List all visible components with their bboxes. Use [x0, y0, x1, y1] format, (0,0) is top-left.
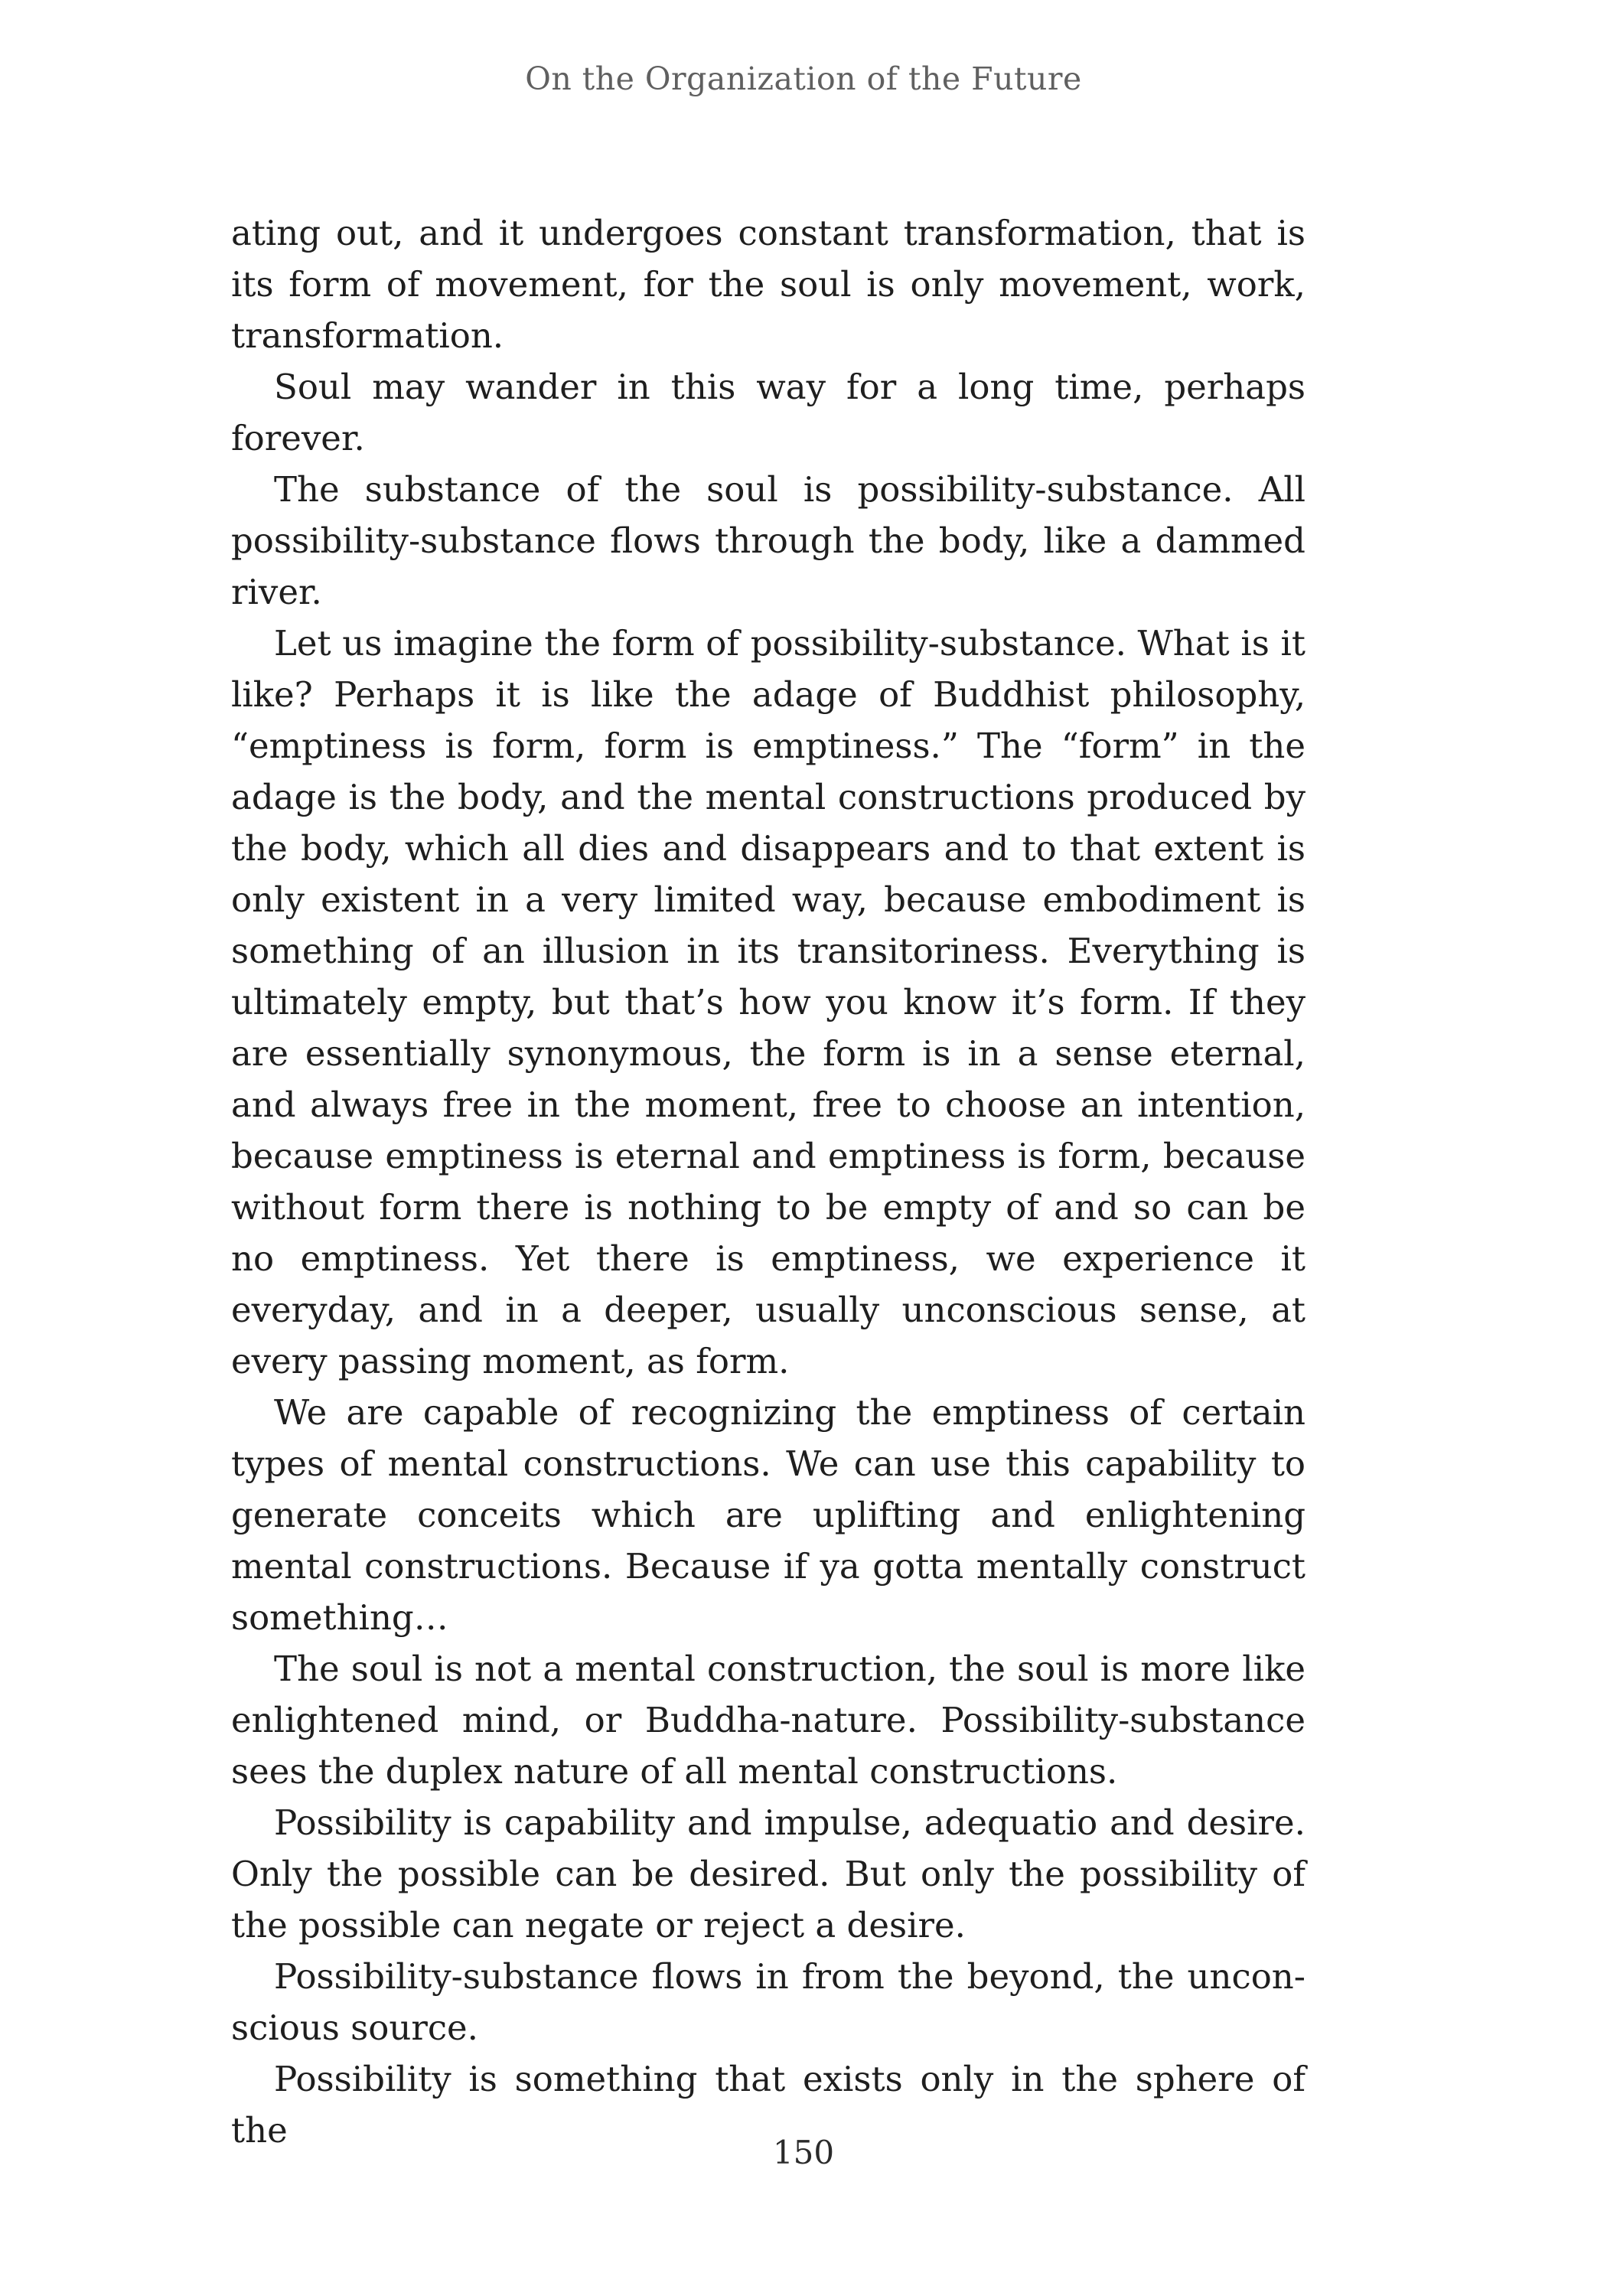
- paragraph: Possibility-substance flows in from the beyond, the unconscious source.: [231, 1956, 1305, 2048]
- body-text: [231, 207, 1305, 2156]
- paragraph: Possibility is capability and impulse, adequatio and desire. Only the possible can be desired. But only the possibility of the possible can negate or reject a desire.: [231, 1802, 1305, 1945]
- paragraph: The soul is not a mental construction, the soul is more like enlightened mind, or Buddha-nature. Possibility-substance sees the duplex nature of all mental constructions.: [231, 1649, 1305, 1792]
- paragraph: ating out, and it undergoes constant transformation, that is its form of movement, for the soul is only movement, work, transformation.: [231, 213, 1305, 356]
- paragraph: Soul may wander in this way for a long time, perhaps forever.: [231, 367, 1305, 458]
- running-header: On the Organization of the Future: [525, 60, 1082, 97]
- page-number: 150: [772, 2134, 835, 2171]
- paragraph: We are capable of recognizing the emptiness of certain types of mental constructions. We can use this capability to generate conceits which are uplifting and enlightening mental constructions. Because if ya gotta mentally construct something…: [231, 1392, 1305, 1638]
- paragraph: Possibility is something that exists only in the sphere of the: [231, 2059, 1305, 2151]
- paragraph: The substance of the soul is possibility-substance. All possibility-substance flows through the body, like a dammed river.: [231, 469, 1305, 612]
- paragraph: Let us imagine the form of possibility-substance. What is it like? Perhaps it is like the adage of Buddhist philosophy, “emptiness is form, form is emptiness.” The “form” in the adage is the body, and the mental constructions produced by the body, which all dies and disappears and to that extent is only existent in a very limited way, because embodiment is something of an illusion in its transitoriness. Everything is ultimately empty, but that’s how you know it’s form. If they are essentially synonymous, the form is in a sense eternal, and always free in the moment, free to choose an intention, because emptiness is eternal and emptiness is form, because without form there is nothing to be empty of and so can be no emptiness. Yet there is emptiness, we experience it everyday, and in a deeper, usually unconscious sense, at every passing moment, as form.: [231, 623, 1305, 1381]
